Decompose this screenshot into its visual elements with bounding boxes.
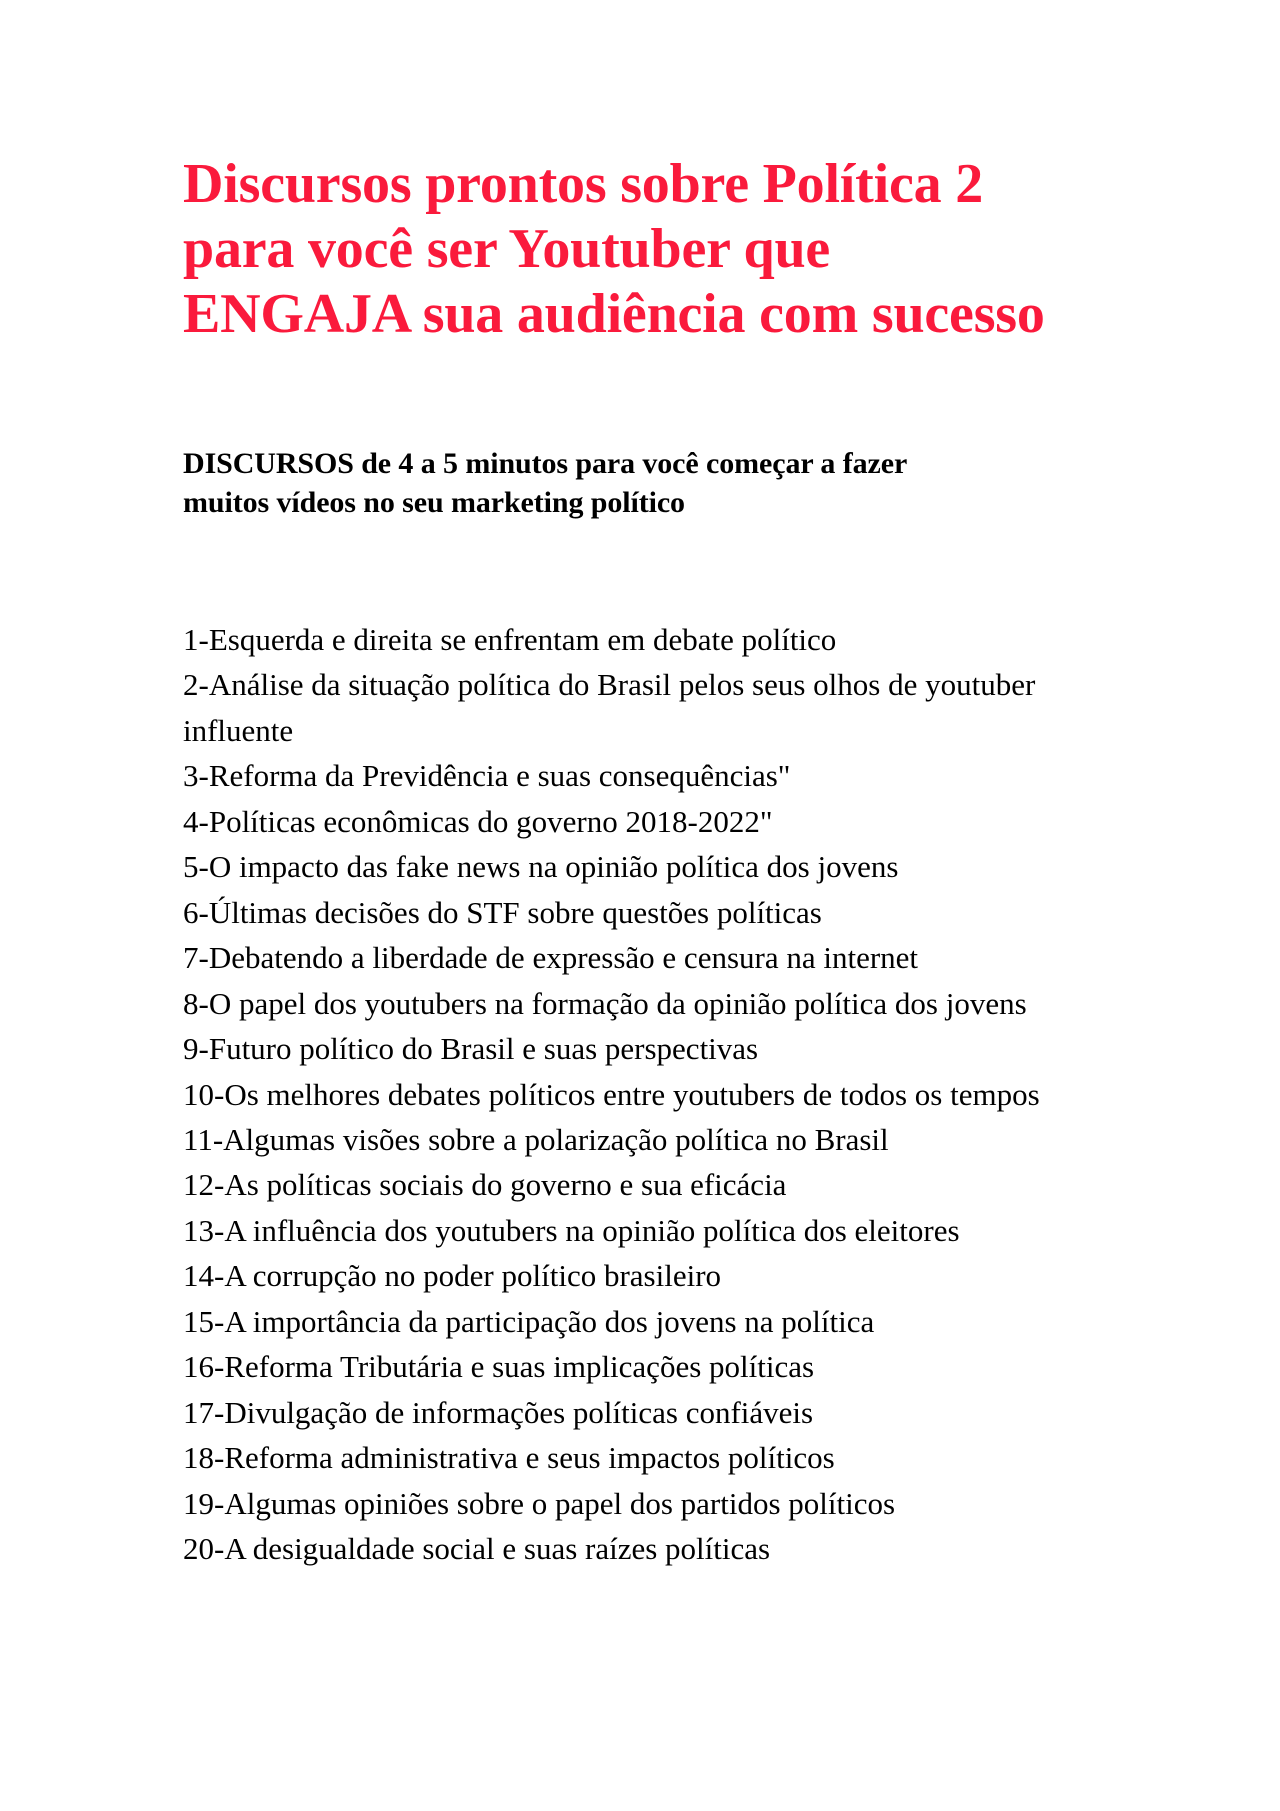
subtitle-line: muitos vídeos no seu marketing político xyxy=(183,486,685,519)
topic-item: 13-A influência dos youtubers na opinião política dos eleitores xyxy=(183,1212,960,1248)
topic-item: 7-Debatendo a liberdade de expressão e censura na internet xyxy=(183,940,919,976)
topic-item: 5-O impacto das fake news na opinião política dos jovens xyxy=(183,849,899,885)
topic-item: 15-A importância da participação dos jovens na política xyxy=(183,1303,875,1339)
topic-item: 16-Reforma Tributária e suas implicações políticas xyxy=(183,1349,815,1385)
document-subtitle xyxy=(183,444,1083,522)
topic-item: 4-Políticas econômicas do governo 2018-2022" xyxy=(183,803,773,839)
topic-item: 18-Reforma administrativa e seus impactos políticos xyxy=(183,1440,835,1476)
topic-item: 8-O papel dos youtubers na formação da opinião política dos jovens xyxy=(183,985,1027,1021)
topic-item: 14-A corrupção no poder político brasileiro xyxy=(183,1258,722,1294)
topic-item: 6-Últimas decisões do STF sobre questões políticas xyxy=(183,894,822,930)
title-line: ENGAJA sua audiência com sucesso xyxy=(183,283,1045,345)
topic-item: 20-A desigualdade social e suas raízes políticas xyxy=(183,1531,771,1567)
topics-list xyxy=(183,617,1088,1572)
topic-item: 17-Divulgação de informações políticas confiáveis xyxy=(183,1394,814,1430)
topic-item: 1-Esquerda e direita se enfrentam em debate político xyxy=(183,622,837,657)
title-line: Discursos prontos sobre Política 2 xyxy=(183,153,984,215)
topic-item: 9-Futuro político do Brasil e suas perspectivas xyxy=(183,1031,759,1067)
topic-item: 2-Análise da situação política do Brasil pelos seus olhos de youtuber influente xyxy=(183,667,1036,748)
subtitle-line: DISCURSOS de 4 a 5 minutos para você começar a fazer xyxy=(183,447,908,480)
topic-item: 3-Reforma da Previdência e suas consequências" xyxy=(183,758,791,794)
topic-item: 11-Algumas visões sobre a polarização política no Brasil xyxy=(183,1121,889,1157)
topic-item: 19-Algumas opiniões sobre o papel dos partidos políticos xyxy=(183,1485,896,1521)
topic-item: 12-As políticas sociais do governo e sua eficácia xyxy=(183,1167,787,1203)
topic-item: 10-Os melhores debates políticos entre youtubers de todos os tempos xyxy=(183,1076,1040,1112)
title-line: para você ser Youtuber que xyxy=(183,218,831,280)
document-title xyxy=(183,152,1083,347)
